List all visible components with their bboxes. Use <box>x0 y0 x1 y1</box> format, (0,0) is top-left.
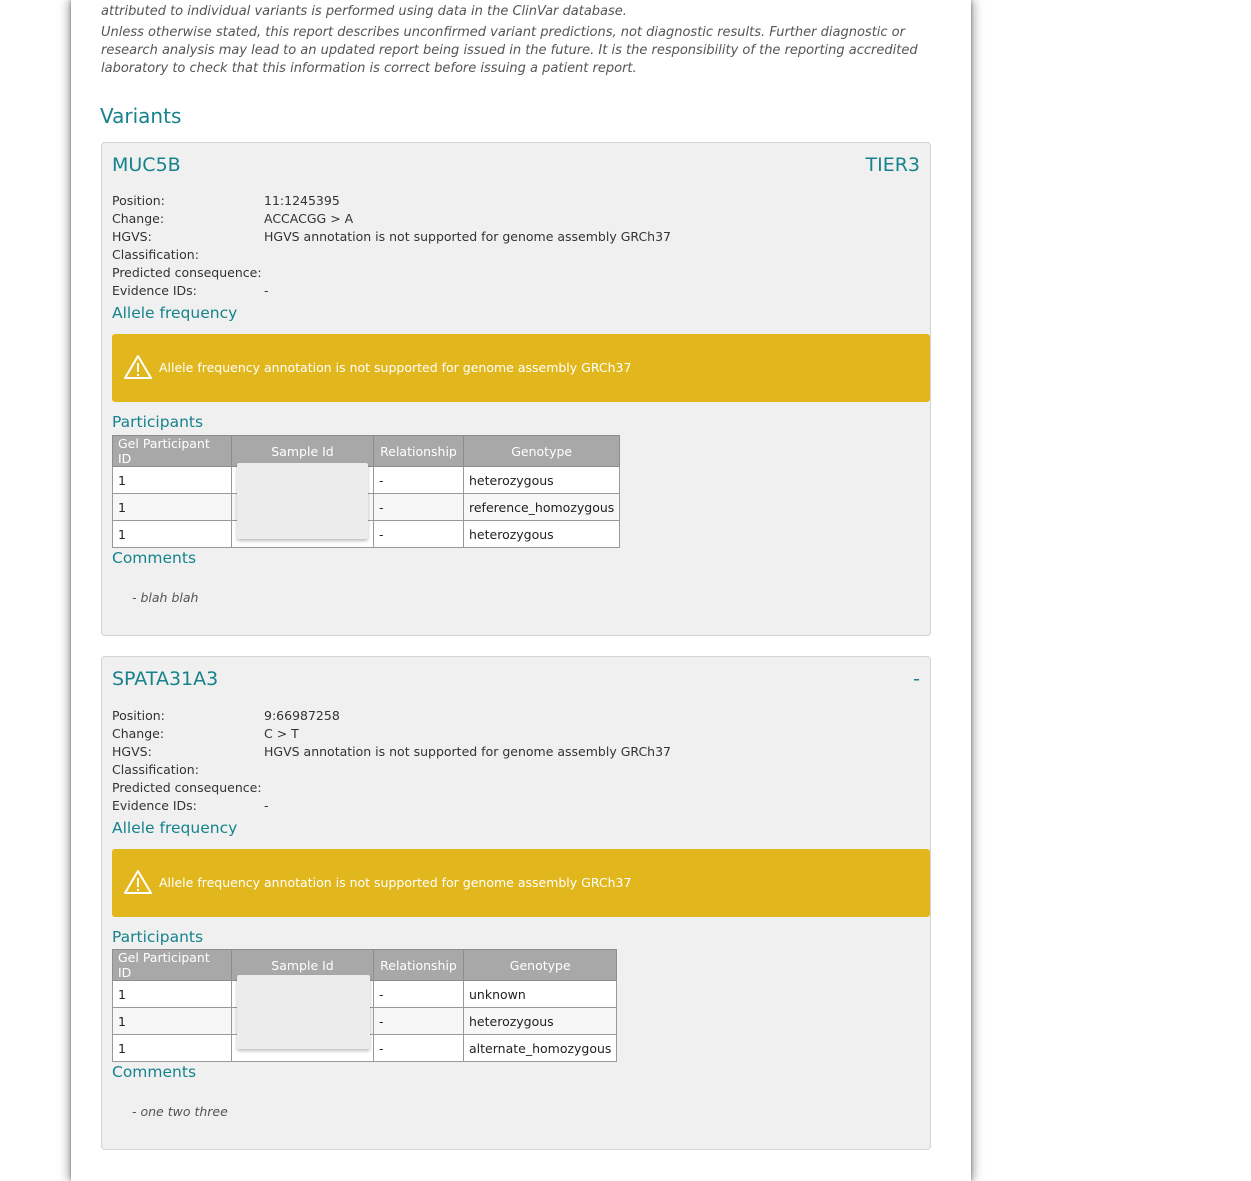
participants-heading: Participants <box>112 928 204 946</box>
relationship-cell: - <box>374 1008 464 1035</box>
genotype-cell: heterozygous <box>464 521 620 548</box>
predicted-consequence-label: Predicted consequence: <box>112 265 262 280</box>
position-value: 11:1245395 <box>264 193 340 208</box>
evidence-ids-value: - <box>264 798 269 813</box>
genotype-cell: alternate_homozygous <box>464 1035 617 1062</box>
change-label: Change: <box>112 211 165 226</box>
evidence-ids-label: Evidence IDs: <box>112 283 197 298</box>
comment-text: - blah blah <box>132 590 199 605</box>
participant-id-cell: 1 <box>113 1035 232 1062</box>
col-genotype-header[interactable]: Genotype <box>464 950 617 981</box>
participants-heading: Participants <box>112 413 204 431</box>
col-sample-header[interactable]: Sample Id <box>232 950 374 981</box>
participant-id-cell: 1 <box>113 521 232 548</box>
gene-name: SPATA31A3 <box>112 668 219 690</box>
relationship-cell: - <box>374 467 464 494</box>
comment-text: - one two three <box>132 1104 228 1119</box>
col-participant-header[interactable]: Gel Participant ID <box>113 436 232 467</box>
classification-label: Classification: <box>112 762 199 777</box>
genotype-cell: reference_homozygous <box>464 494 620 521</box>
genotype-cell: heterozygous <box>464 1008 617 1035</box>
col-genotype-header[interactable]: Genotype <box>464 436 620 467</box>
relationship-cell: - <box>374 494 464 521</box>
evidence-ids-label: Evidence IDs: <box>112 798 197 813</box>
redaction-overlay <box>237 975 370 1049</box>
comments-heading: Comments <box>112 549 197 567</box>
classification-label: Classification: <box>112 247 199 262</box>
warning-triangle-icon <box>123 869 153 895</box>
genotype-cell: unknown <box>464 981 617 1008</box>
change-value: ACCACGG > A <box>264 211 354 226</box>
relationship-cell: - <box>374 521 464 548</box>
hgvs-label: HGVS: <box>112 744 152 759</box>
relationship-cell: - <box>374 981 464 1008</box>
disclaimer-line: attributed to individual variants is performed using data in the ClinVar database. <box>101 4 627 19</box>
gene-name: MUC5B <box>112 154 181 176</box>
table-header-row <box>113 436 620 467</box>
position-label: Position: <box>112 193 165 208</box>
evidence-ids-value: - <box>264 283 269 298</box>
tier-label: - <box>913 668 920 690</box>
allele-frequency-heading: Allele frequency <box>112 819 238 837</box>
predicted-consequence-label: Predicted consequence: <box>112 780 262 795</box>
participant-id-cell: 1 <box>113 981 232 1008</box>
relationship-cell: - <box>374 1035 464 1062</box>
warning-triangle-icon <box>123 354 153 380</box>
comments-heading: Comments <box>112 1063 197 1081</box>
hgvs-value: HGVS annotation is not supported for genome assembly GRCh37 <box>264 744 672 759</box>
position-value: 9:66987258 <box>264 708 340 723</box>
participant-id-cell: 1 <box>113 467 232 494</box>
hgvs-value: HGVS annotation is not supported for genome assembly GRCh37 <box>264 229 672 244</box>
warning-text: Allele frequency annotation is not supported for genome assembly GRCh37 <box>159 360 632 375</box>
col-participant-header[interactable]: Gel Participant ID <box>113 950 232 981</box>
participant-id-cell: 1 <box>113 494 232 521</box>
genotype-cell: heterozygous <box>464 467 620 494</box>
col-sample-header[interactable]: Sample Id <box>232 436 374 467</box>
tier-label: TIER3 <box>865 154 920 176</box>
hgvs-label: HGVS: <box>112 229 152 244</box>
col-relationship-header[interactable]: Relationship <box>374 950 464 981</box>
allele-frequency-warning <box>112 334 930 402</box>
variant-card <box>101 656 931 1150</box>
report-page <box>71 0 971 1181</box>
col-relationship-header[interactable]: Relationship <box>374 436 464 467</box>
allele-frequency-heading: Allele frequency <box>112 304 238 322</box>
disclaimer-paragraph: Unless otherwise stated, this report describes unconfirmed variant predictions, not diagnostic results. Further diagnostic or research analysis may lead to an updated report being issued in the future. It is the responsibility of the reporting accredited laboratory to check that this information is correct before issuing a patient report. <box>101 25 918 76</box>
warning-text: Allele frequency annotation is not supported for genome assembly GRCh37 <box>159 875 632 890</box>
variant-card <box>101 142 931 636</box>
change-value: C > T <box>264 726 299 741</box>
variants-section-title: Variants <box>100 104 182 128</box>
allele-frequency-warning <box>112 849 930 917</box>
position-label: Position: <box>112 708 165 723</box>
participant-id-cell: 1 <box>113 1008 232 1035</box>
redaction-overlay <box>237 463 368 539</box>
change-label: Change: <box>112 726 165 741</box>
